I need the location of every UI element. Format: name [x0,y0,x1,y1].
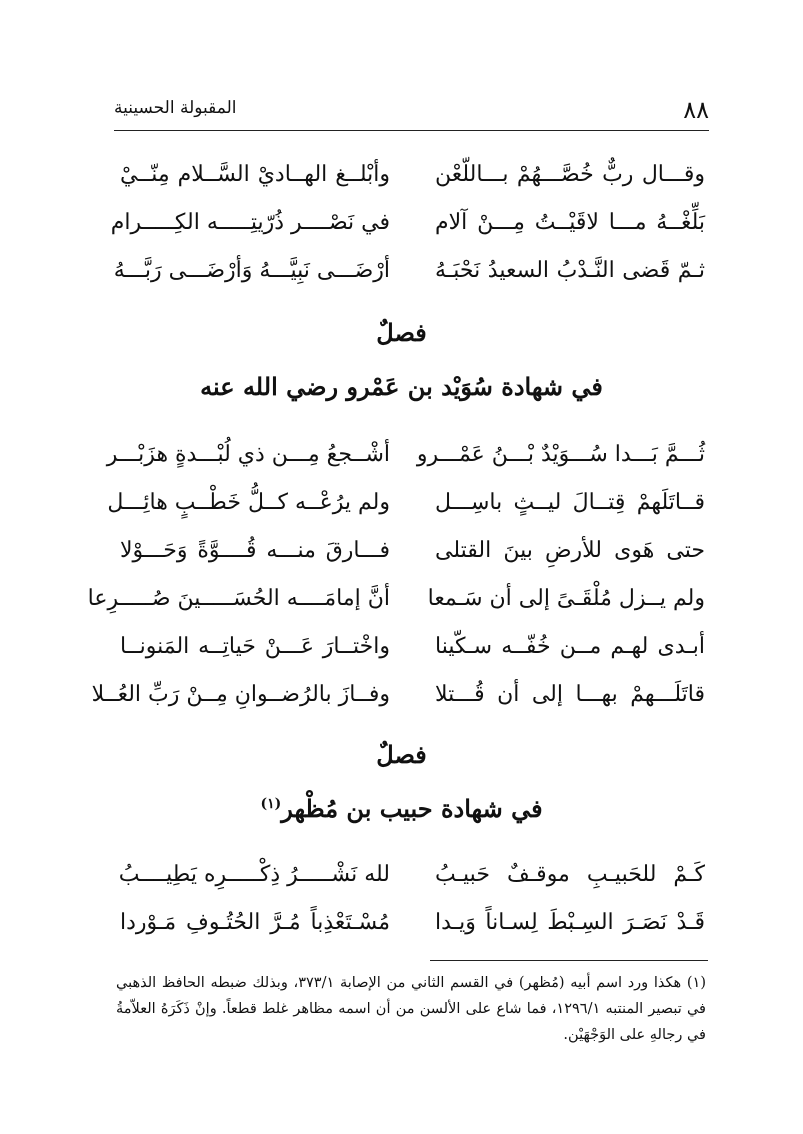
hemistich-left: أشْــجعُ مِـــن ذي لُبْـــدةٍ هزَبْـــر [106,441,390,467]
section-title-text: في شهادة حبيب بن مُظْهر [281,794,543,823]
verse-row [91,670,705,718]
hemistich-left: فـــارقَ منـــه قُــــوَّةً وَحَـــوْلا [120,537,390,563]
hemistich-right: قــاتَلَهمْ قِتــالَ ليــثٍ باسِـــل [435,489,705,515]
hemistich-right: أبـدى لهـم مــن خُفّــه سـكّينا [435,633,705,659]
hemistich-right: حتى هَوى للأرضِ بينَ القتلى [435,537,705,563]
footnote-marker: (١) [260,796,282,812]
footnote-divider [430,960,708,961]
verse-row [120,622,705,670]
verse-row [120,850,705,898]
verse-row [110,198,705,246]
section-title [0,794,803,823]
hemistich-left: في نَصْــــر ذُرّيتِـــــه الكِـــــرام [110,209,390,235]
footnote: (١) هكذا ورد اسم أبيه (مُظهر) في القسم الثاني من الإصابة ٣٧٣/١، وبذلك ضبطه الحافظ الذهبي في تبصير المنتبه ١٢٩٦/١، فما شاع على الألسن من أن اسمه مظاهر غلط قطعاً. وإنْ ذَكَرَهُ العلاّمةُ في رجالهِ على الوَجْهَيْن. [116,975,706,1043]
verse-row [113,246,705,294]
page-number: ٨٨ [683,96,709,124]
verses-block-3 [120,850,705,946]
section-title: في شهادة سُوَيْد بن عَمْرو رضي الله عنه [200,372,603,401]
hemistich-right: قاتَلَـــهمْ بهـــا إلى أن قُـــتلا [435,681,705,707]
hemistich-right: ثـمّ قَضى النَّـدْبُ السعيدُ نَحْبَـهُ [435,257,705,283]
hemistich-left: ولم يرُعْــه كــلُّ خَطْــبٍ هائِـــل [107,489,390,515]
verse-row [106,430,705,478]
hemistich-right: كَـمْ للحَبيـبِ موقـفٌ حَبيـبُ [435,861,705,887]
hemistich-right: وقـــال ربٌّ خُصَّـــهُمْ بـــاللّعْن [435,161,705,187]
hemistich-right: بَلِّغْــهُ مـــا لاقَيْــتُ مِـــنْ آلام [435,209,705,235]
page-header [114,86,709,131]
verse-row [120,898,705,946]
running-title: المقبولة الحسينية [114,98,237,118]
hemistich-left: مُسْـتَعْذِباً مُـرَّ الحُتُـوفِ مَـوْردا [120,909,390,935]
hemistich-left: أرْضَـــى نَبِيَّـــهُ وَأرْضَـــى رَبَّـــهُ [113,257,390,283]
verse-row [87,574,705,622]
verses-block-1 [110,150,705,294]
hemistich-right: ولم يــزل مُلْقَـىً إلى أن سَـمعا [427,585,705,611]
verse-row [120,526,705,574]
verses-block-2 [87,430,705,718]
hemistich-left: واخْتــارَ عَـــنْ حَياتِــه المَنونــا [120,633,390,659]
hemistich-left: وأبْلــغ الهــاديْ السَّــلام مِنّــيْ [120,161,390,187]
hemistich-right: ثُـــمَّ بَـــدا سُـــوَيْدٌ بْـــنُ عَمْـــرو [416,441,705,467]
verse-row [107,478,705,526]
hemistich-left: لله نَشْـــــرُ ذِكْـــــرِه يَطِيــــبُ [118,861,390,887]
hemistich-left: أنَّ إمامَــــه الحُسَـــــينَ صُـــــرِعا [87,585,390,611]
verse-row [120,150,705,198]
hemistich-left: وفــازَ بالرُضــوانِ مِــنْ رَبِّ العُــلا [91,681,390,707]
hemistich-right: قَـدْ نَصَـرَ السِـبْطَ لِسـاناً وَيـدا [435,909,705,935]
section-heading-fasl: فصلٌ [376,318,427,347]
section-heading-fasl: فصلٌ [376,740,427,769]
